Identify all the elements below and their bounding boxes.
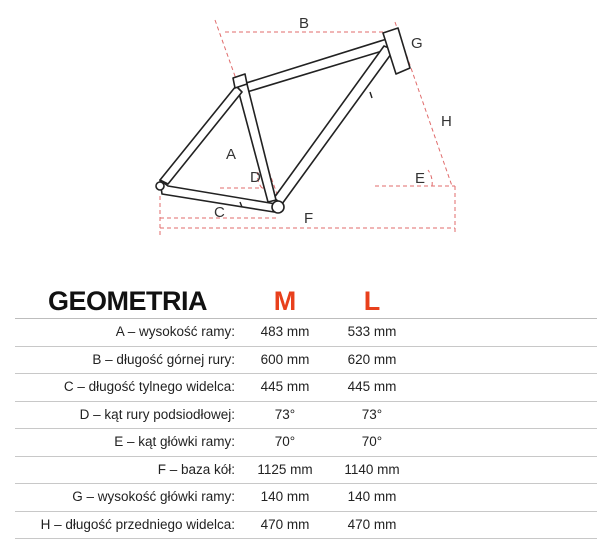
row-label: C – długość tylnego widelca: (63, 379, 235, 394)
rear-dropout (156, 182, 164, 190)
row-label: D – kąt rury podsiodłowej: (79, 406, 235, 422)
table-row-c (15, 374, 597, 402)
letter-e: E (415, 170, 426, 187)
row-label: G – wysokość główki ramy: (72, 489, 235, 504)
letter-h: H (441, 113, 452, 130)
value-l: 73° (361, 406, 383, 422)
table-header (15, 286, 597, 318)
value-l: 533 mm (347, 324, 397, 339)
letter-b: B (299, 15, 310, 32)
value-l: 445 mm (347, 379, 397, 394)
table-row-b (15, 347, 597, 375)
letter-g: G (411, 35, 423, 52)
row-label: A – wysokość ramy: (115, 324, 235, 339)
table-row-g (15, 484, 597, 512)
value-m: 73° (274, 406, 296, 422)
value-l: 470 mm (347, 516, 397, 532)
bike-frame (156, 28, 410, 213)
value-l: 620 mm (347, 351, 397, 367)
row-label: H – długość przedniego widelca: (40, 516, 235, 532)
value-l: 70° (361, 434, 383, 449)
table-row-e (15, 429, 597, 457)
table-row-h (15, 512, 597, 540)
cable-stop (370, 92, 372, 98)
seat-stay (160, 86, 242, 184)
table-row-a (15, 319, 597, 347)
table-rows (15, 318, 597, 539)
letter-a: A (226, 146, 237, 163)
value-m: 140 mm (260, 489, 310, 504)
size-header-l: L (363, 286, 381, 316)
value-l: 140 mm (347, 489, 397, 504)
table-row-d (15, 402, 597, 430)
letter-f: F (304, 210, 314, 227)
table-title: GEOMETRIA (48, 286, 208, 316)
row-label: E – kąt główki ramy: (114, 434, 235, 449)
value-m: 600 mm (260, 351, 310, 367)
row-label: B – długość górnej rury: (92, 351, 235, 367)
dim-arc-e (428, 170, 432, 186)
value-m: 1125 mm (257, 461, 313, 477)
value-m: 470 mm (260, 516, 310, 532)
value-m: 70° (274, 434, 296, 449)
size-header-m: M (273, 286, 297, 316)
value-l: 1140 mm (344, 461, 400, 477)
letter-c: C (214, 204, 225, 221)
letter-d: D (250, 169, 261, 186)
geometry-table (15, 286, 597, 539)
bottom-bracket (272, 201, 284, 213)
table-row-f (15, 457, 597, 485)
row-label: F – baza kół: (157, 461, 235, 477)
value-m: 445 mm (260, 379, 310, 394)
value-m: 483 mm (260, 324, 310, 339)
bike-geometry-diagram (0, 0, 610, 250)
